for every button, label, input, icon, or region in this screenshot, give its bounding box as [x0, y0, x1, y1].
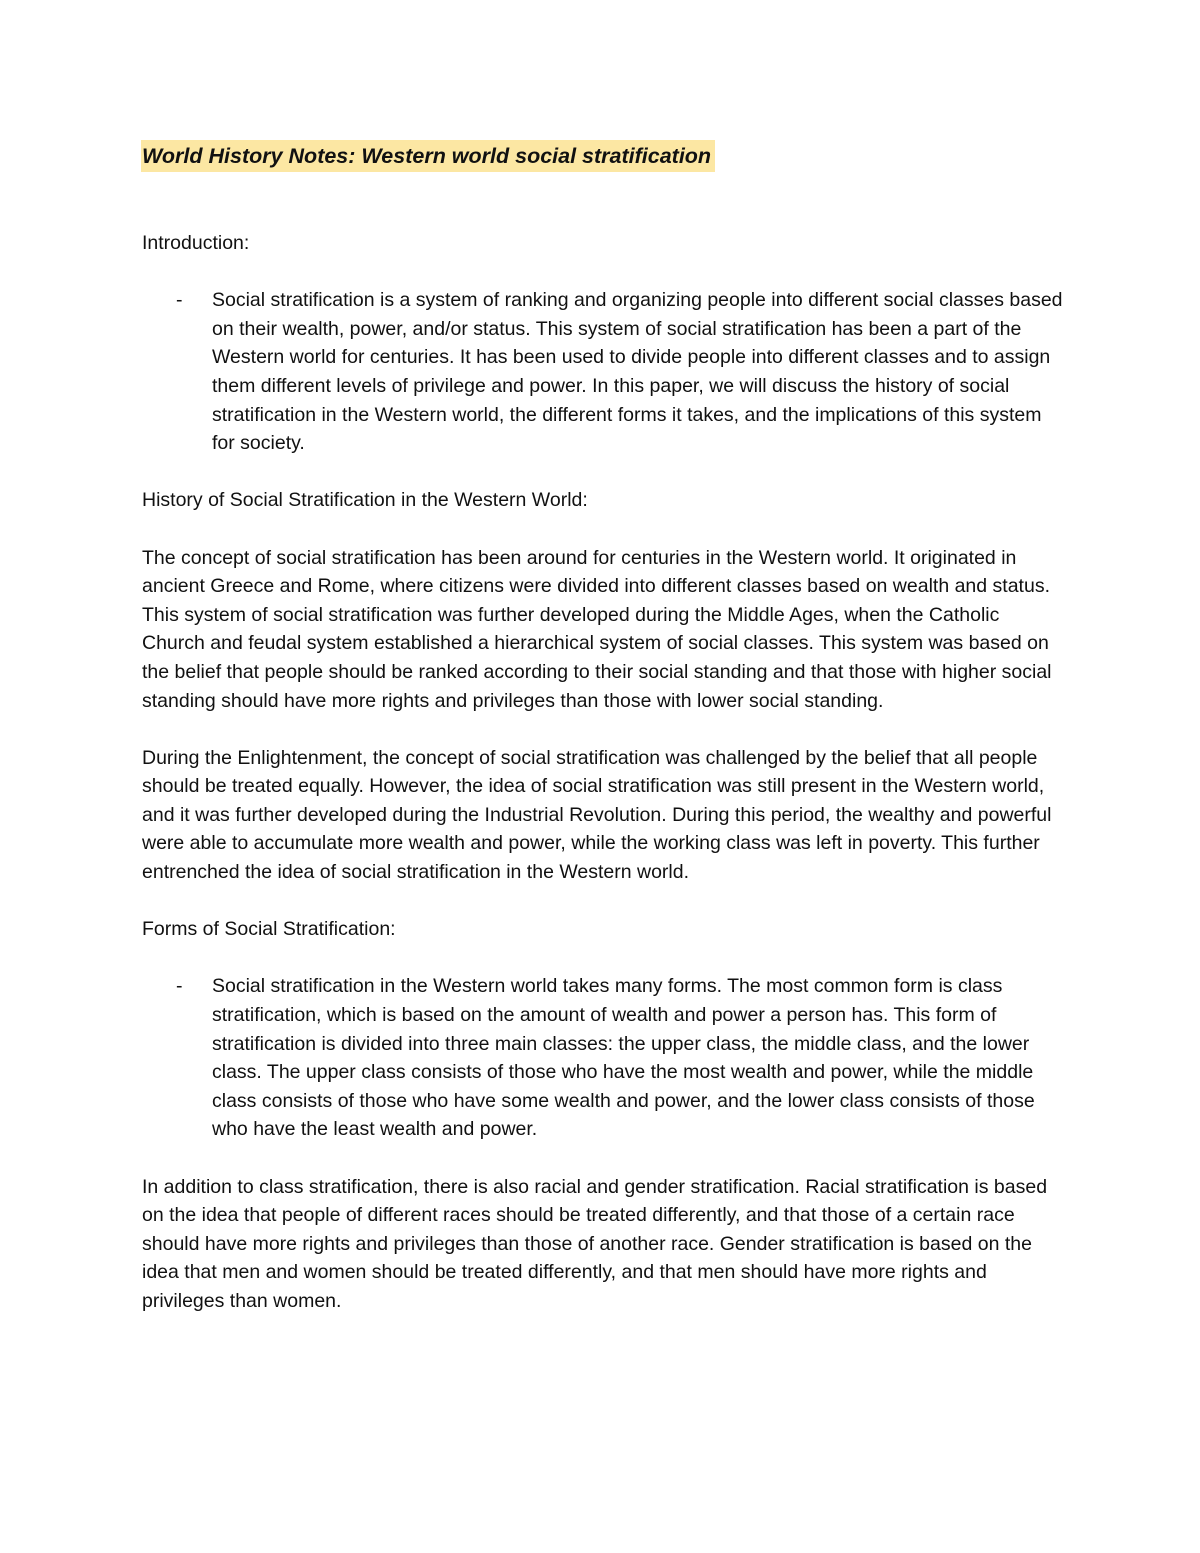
- forms-heading: Forms of Social Stratification:: [142, 918, 396, 941]
- forms-bullet-item: [142, 972, 1067, 1144]
- intro-bullet-item: [142, 286, 1067, 458]
- title-line: [142, 140, 1067, 172]
- forms-paragraph-1: In addition to class stratification, there is also racial and gender stratification. Racial stratification is based on the idea that people of different races should be treated differently, and that those of a certain race should have more rights and privileges than those of another race. Gender stratification is based on the idea that men and women should be treated differently, and that men should have more rights and privileges than women.: [142, 1175, 1048, 1312]
- bullet-dash: -: [176, 289, 183, 312]
- history-heading: History of Social Stratification in the Western World:: [142, 489, 588, 512]
- intro-heading: Introduction:: [142, 232, 250, 254]
- document-page: [142, 140, 1067, 1344]
- bullet-dash: -: [176, 975, 183, 998]
- history-paragraph-1: The concept of social stratification has been around for centuries in the Western world. It originated in ancient Greece and Rome, where citizens were divided into different classes based on wealth and status. This system of social stratification was further developed during the Middle Ages, when the Catholic Church and feudal system established a hierarchical system of social classes. This system was based on the belief that people should be ranked according to their social standing and that those with higher social standing should have more rights and privileges than those with lower social standing.: [142, 546, 1052, 712]
- document-title: World History Notes: Western world social stratification: [141, 140, 715, 172]
- forms-bullet-text: Social stratification in the Western world takes many forms. The most common form is class stratification, which is based on the amount of wealth and power a person has. This form of stratification is divided into three main classes: the upper class, the middle class, and the lower class. The upper class consists of those who have the most wealth and power, while the middle class consists of those who have some wealth and power, and the lower class consists of those who have the least wealth and power.: [212, 975, 1035, 1141]
- intro-bullet-text: Social stratification is a system of ranking and organizing people into different social classes based on their wealth, power, and/or status. This system of social stratification has been a part of the Western world for centuries. It has been used to divide people into different classes and to assign them different levels of privilege and power. In this paper, we will discuss the history of social stratification in the Western world, the different forms it takes, and the implications of this system for society.: [212, 289, 1063, 455]
- history-paragraph-2: During the Enlightenment, the concept of social stratification was challenged by the belief that all people should be treated equally. However, the idea of social stratification was still present in the Western world, and it was further developed during the Industrial Revolution. During this period, the wealthy and powerful were able to accumulate more wealth and power, while the working class was left in poverty. This further entrenched the idea of social stratification in the Western world.: [142, 746, 1052, 884]
